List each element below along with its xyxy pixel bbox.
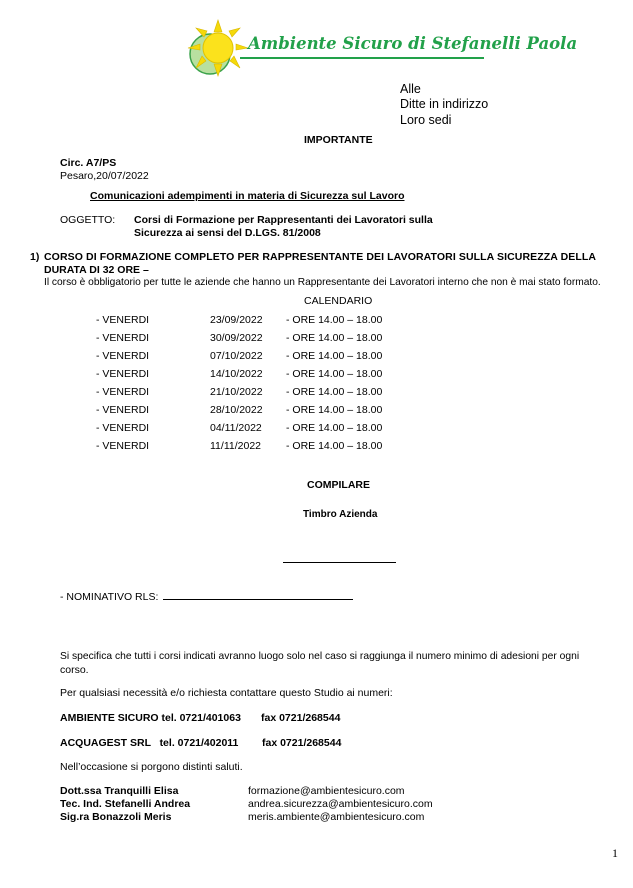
- calendar-date: 07/10/2022: [210, 350, 263, 362]
- nominativo-label: - NOMINATIVO RLS:: [60, 591, 159, 603]
- calendar-hours: - ORE 14.00 – 18.00: [286, 350, 383, 362]
- calendar-hours: - ORE 14.00 – 18.00: [286, 332, 383, 344]
- calendar-day: - VENERDI: [96, 422, 150, 434]
- specifica-line-2: corso.: [60, 664, 89, 676]
- place-date: Pesaro,20/07/2022: [60, 170, 149, 182]
- signatory-email[interactable]: andrea.sicurezza@ambientesicuro.com: [248, 798, 433, 810]
- timbro-label: Timbro Azienda: [303, 509, 378, 520]
- calendar-day: - VENERDI: [96, 314, 150, 326]
- calendar-hours: - ORE 14.00 – 18.00: [286, 314, 383, 326]
- calendar-hours: - ORE 14.00 – 18.00: [286, 404, 383, 416]
- calendar-day: - VENERDI: [96, 332, 150, 344]
- contact-2-name: ACQUAGEST SRL tel. 0721/402011: [60, 737, 239, 749]
- saluti: Nell’occasione si porgono distinti saluti.: [60, 761, 243, 773]
- calendar-day: - VENERDI: [96, 350, 150, 362]
- circular-number: Circ. A7/PS: [60, 157, 117, 169]
- calendar-date: 23/09/2022: [210, 314, 263, 326]
- contact-1-fax: fax 0721/268544: [261, 712, 341, 724]
- calendar-date: 14/10/2022: [210, 368, 263, 380]
- signatory-name: Dott.ssa Tranquilli Elisa: [60, 785, 179, 797]
- page-number: 1: [612, 846, 618, 860]
- calendar-day: - VENERDI: [96, 404, 150, 416]
- calendar-day: - VENERDI: [96, 368, 150, 380]
- calendar-day: - VENERDI: [96, 386, 150, 398]
- oggetto-line-1: Corsi di Formazione per Rappresentanti dei Lavoratori sulla: [134, 214, 433, 226]
- calendar-hours: - ORE 14.00 – 18.00: [286, 422, 383, 434]
- calendar-date: 04/11/2022: [210, 422, 262, 434]
- calendar-title: CALENDARIO: [304, 295, 373, 307]
- signatory-email[interactable]: meris.ambiente@ambientesicuro.com: [248, 811, 425, 823]
- subject-heading: Comunicazioni adempimenti in materia di Sicurezza sul Lavoro: [90, 190, 405, 202]
- brand-name: Ambiente Sicuro di Stefanelli Paola: [248, 34, 578, 53]
- oggetto-label: OGGETTO:: [60, 214, 116, 226]
- signatory-name: Tec. Ind. Stefanelli Andrea: [60, 798, 191, 810]
- address-line-2: Ditte in indirizzo: [400, 97, 489, 111]
- calendar-hours: - ORE 14.00 – 18.00: [286, 368, 383, 380]
- brand-underline: [240, 57, 484, 59]
- nominativo-rls-field[interactable]: [163, 599, 353, 600]
- address-line-1: Alle: [400, 82, 421, 96]
- calendar-hours: - ORE 14.00 – 18.00: [286, 386, 383, 398]
- contact-intro: Per qualsiasi necessità e/o richiesta contattare questo Studio ai numeri:: [60, 687, 393, 699]
- oggetto-line-2: Sicurezza ai sensi del D.LGS. 81/2008: [134, 227, 321, 239]
- contact-2-fax: fax 0721/268544: [262, 737, 342, 749]
- section-title-line-2: DURATA DI 32 ORE –: [44, 264, 149, 276]
- calendar-hours: - ORE 14.00 – 18.00: [286, 440, 383, 452]
- signatory-email[interactable]: formazione@ambientesicuro.com: [248, 785, 405, 797]
- calendar-day: - VENERDI: [96, 440, 150, 452]
- compilare-heading: COMPILARE: [307, 479, 370, 491]
- section-title-line-1: CORSO DI FORMAZIONE COMPLETO PER RAPPRESENTANTE DEI LAVORATORI SULLA SICUREZZA DELLA: [44, 251, 597, 263]
- stamp-signature-line[interactable]: [283, 562, 396, 563]
- important-heading: IMPORTANTE: [304, 134, 373, 146]
- calendar-date: 28/10/2022: [210, 404, 263, 416]
- calendar-date: 11/11/2022: [210, 440, 261, 452]
- specifica-line-1: Si specifica che tutti i corsi indicati avranno luogo solo nel caso si raggiunga il numero minimo di adesioni per ogni: [60, 651, 580, 662]
- contact-1-name: AMBIENTE SICURO tel. 0721/401063: [60, 712, 241, 724]
- calendar-date: 21/10/2022: [210, 386, 263, 398]
- section-number: 1): [30, 251, 40, 263]
- address-line-3: Loro sedi: [400, 113, 452, 127]
- calendar-date: 30/09/2022: [210, 332, 263, 344]
- signatory-name: Sig.ra Bonazzoli Meris: [60, 811, 172, 823]
- section-note: Il corso è obbligatorio per tutte le aziende che hanno un Rappresentante dei Lavoratori interno che non è mai stato formato.: [44, 277, 601, 288]
